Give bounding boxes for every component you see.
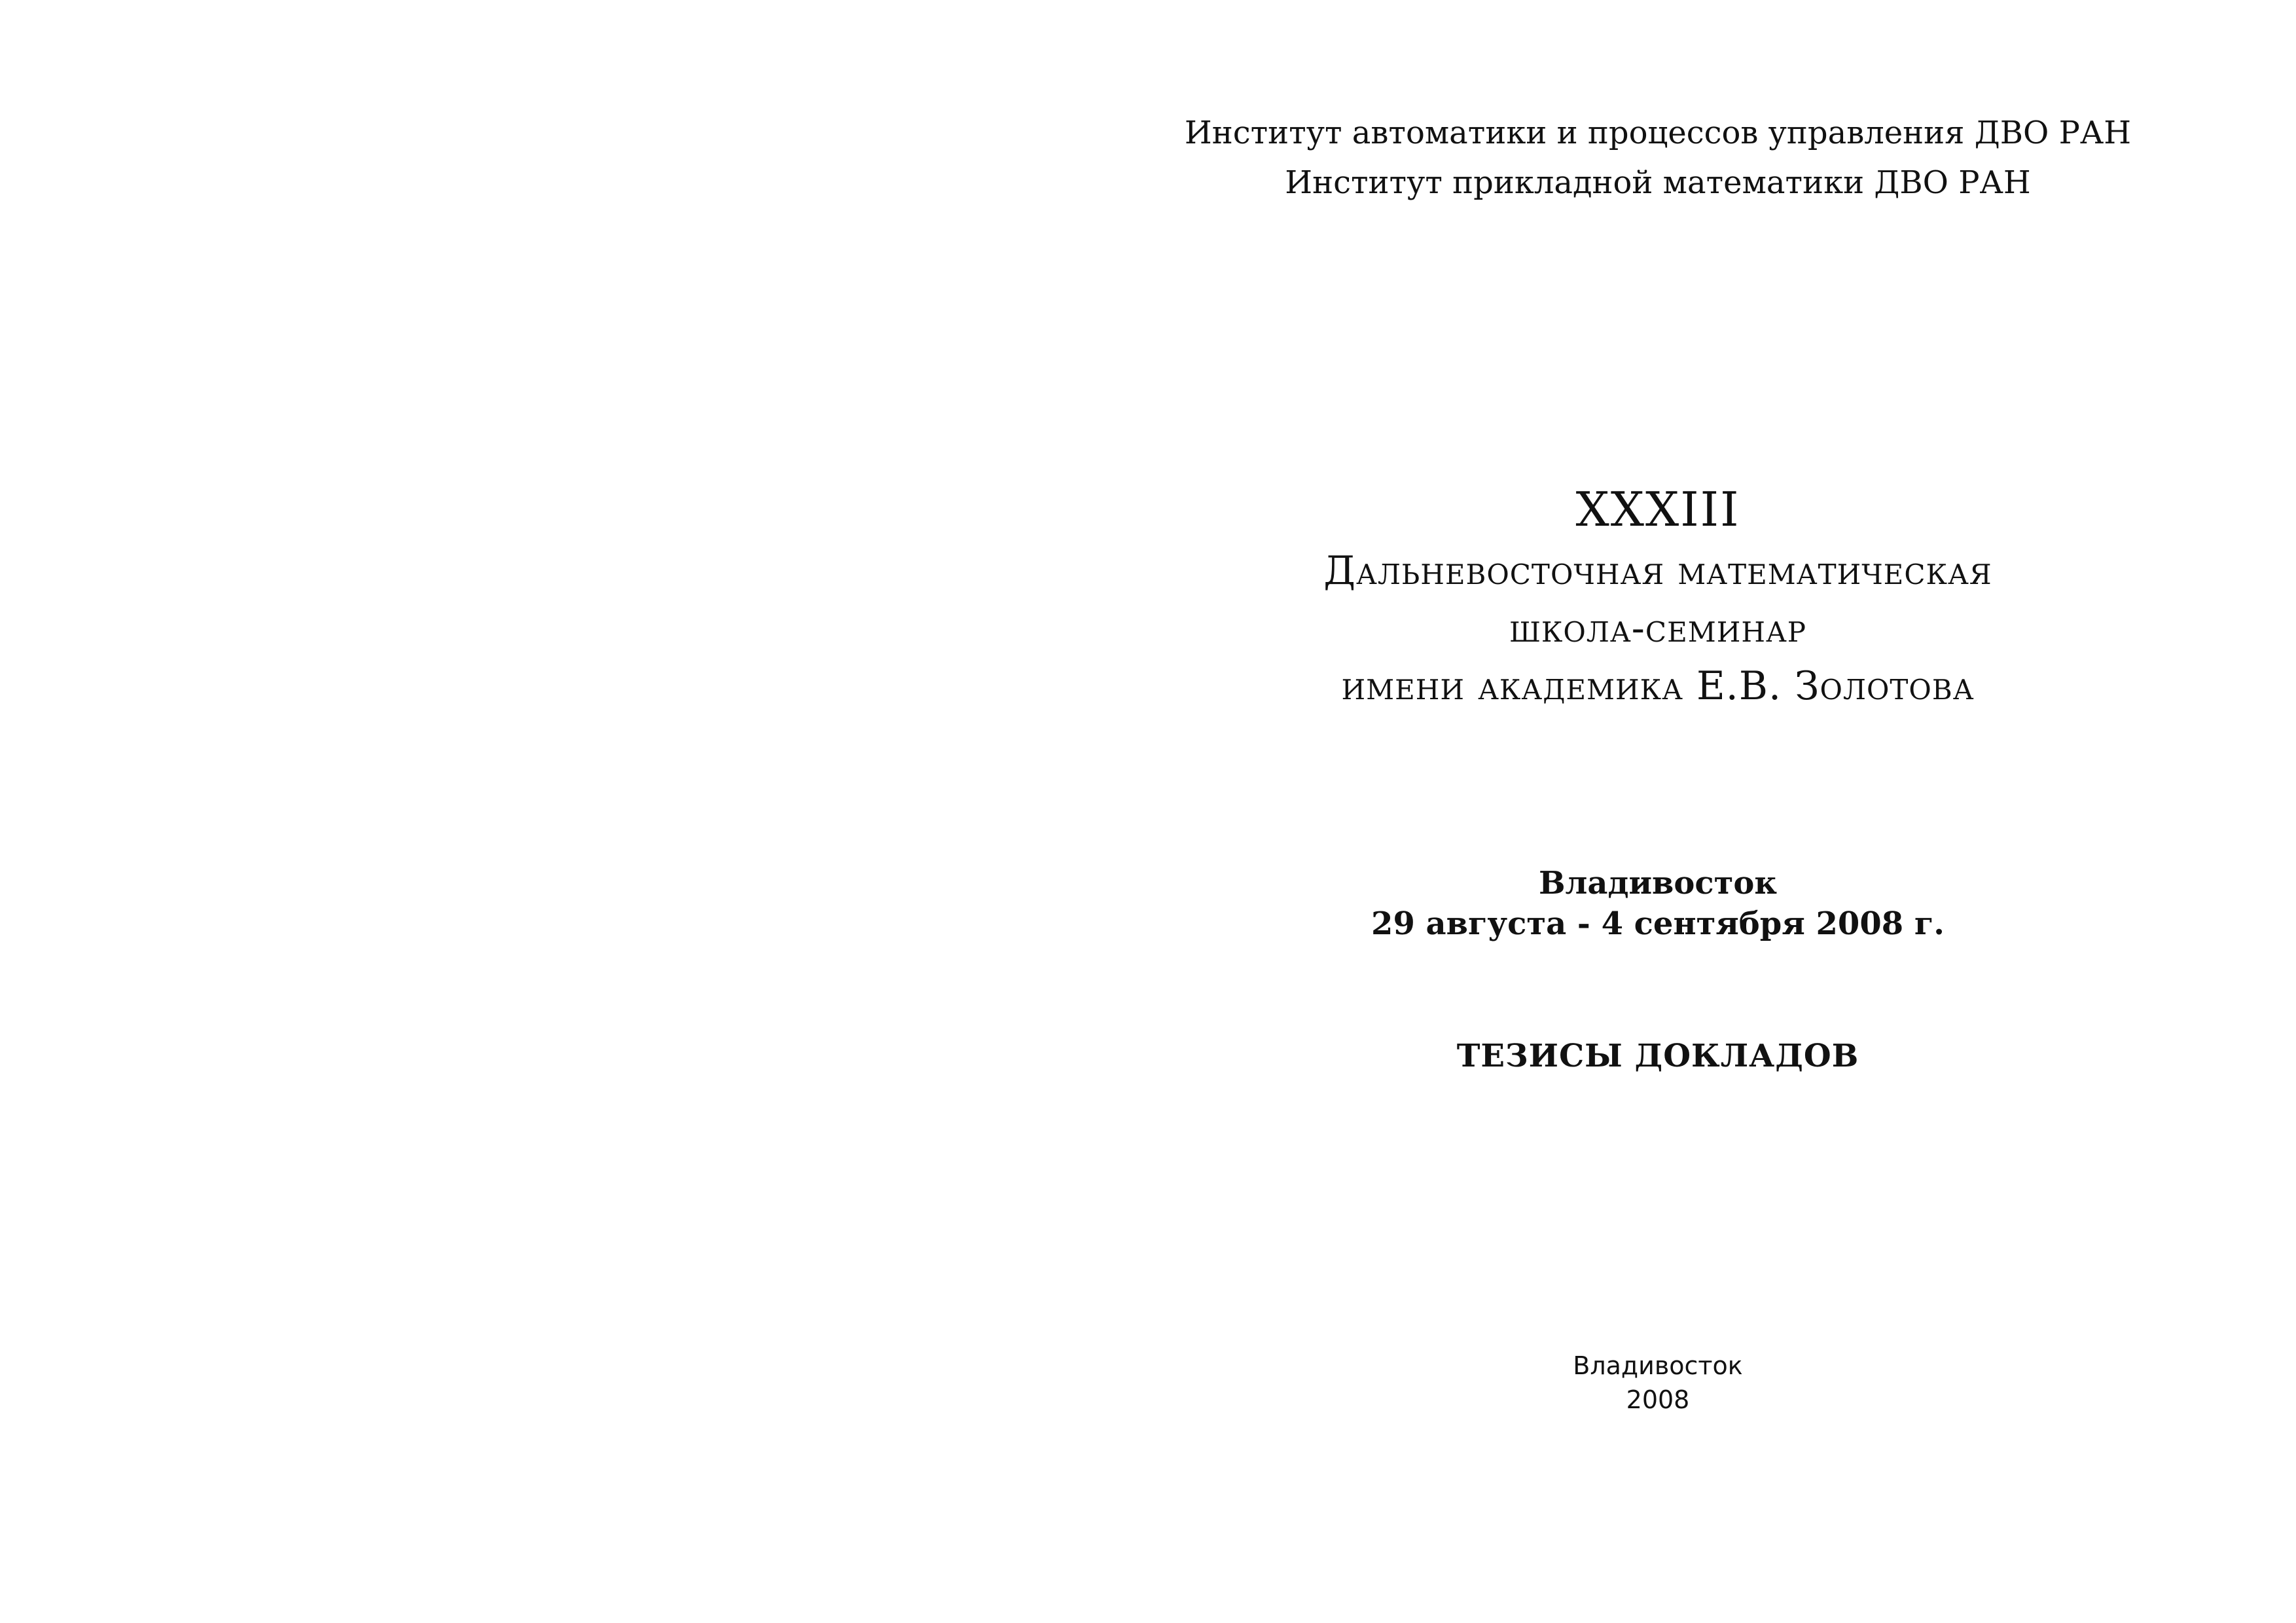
institute-line: Институт автоматики и процессов управления ДВО РАН [1184, 115, 2132, 151]
conference-title-line: школа-семинар [1509, 606, 1807, 651]
document-type: ТЕЗИСЫ ДОКЛАДОВ [1456, 1038, 1859, 1074]
conference-title-line: имени академика Е.В. Золотова [1341, 663, 1975, 709]
title-page [1148, 0, 2296, 1623]
conference-title [1148, 542, 2168, 715]
imprint-city: Владивосток [1573, 1351, 1743, 1380]
conference-number: XXXIII [1575, 482, 1740, 537]
imprint-year: 2008 [1626, 1385, 1690, 1414]
conference-title-line: Дальневосточная математическая [1323, 548, 1992, 594]
event-dates: 29 августа - 4 сентября 2008 г. [1371, 905, 1945, 942]
institute-line: Институт прикладной математики ДВО РАН [1285, 164, 2031, 201]
event-info [1148, 863, 2168, 944]
event-city: Владивосток [1538, 865, 1778, 902]
institutes-header [1148, 108, 2168, 208]
imprint [1148, 1349, 2168, 1417]
